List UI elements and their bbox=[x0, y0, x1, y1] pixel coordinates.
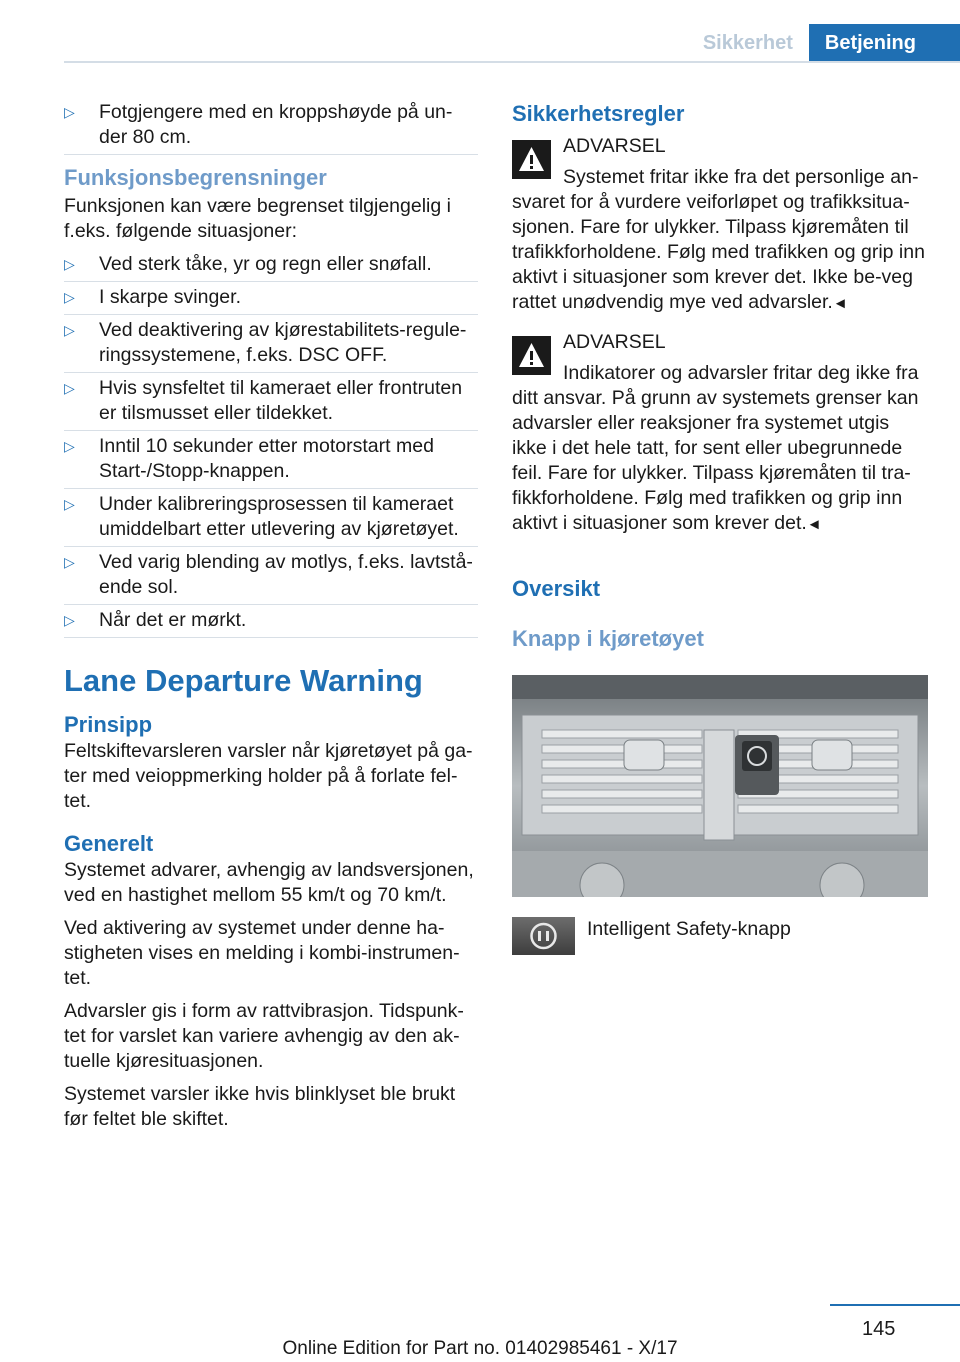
warning-text: Systemet fritar ikke fra det personlige an-svaret for å vurdere veiforløpet og trafikksitua-sjonen. Fare for ulykker. Tilpass kjøremåten til trafikkforholdene. Følg med trafikken og grip inn aktivt i situasjoner som krever det. Ikke be-veg rattet unødvendig mye ved advarsler.◄ bbox=[512, 166, 925, 313]
warning-title: ADVARSEL bbox=[563, 135, 666, 157]
section-title: Lane Departure Warning bbox=[64, 663, 423, 698]
edition-footer: Online Edition for Part no. 01402985461 - X/17 bbox=[282, 1338, 678, 1359]
page-number: 145 bbox=[862, 1318, 896, 1340]
left-column bbox=[64, 100, 478, 1140]
triangle-bullet-icon: ▷ bbox=[64, 289, 75, 305]
overview-heading: Oversikt bbox=[512, 576, 601, 601]
triangle-bullet-icon: ▷ bbox=[64, 496, 75, 512]
limits-intro: Funksjonen kan være begrenset tilgjengelig i f.eks. følgende situasjoner: bbox=[64, 195, 451, 242]
warning-block bbox=[512, 330, 928, 537]
warning-text: Indikatorer og advarsler fritar deg ikke fra ditt ansvar. På grunn av systemets grenser kan advarsler eller reaksjoner fra systemet utgis ikke i det hele tatt, for sent eller ubegrunnede feil. Fare for ulykker. Tilpass kjøremåten til tra-fikkforholdene. Følg med trafikken og grip inn aktivt i situasjoner som krever det.◄ bbox=[512, 362, 919, 534]
dashboard-photo bbox=[512, 675, 928, 897]
triangle-bullet-icon: ▷ bbox=[64, 322, 75, 338]
warning-triangle-icon bbox=[512, 140, 551, 179]
list-item: ▷ Inntil 10 sekunder etter motorstart med Start-/Stopp-knappen. bbox=[64, 434, 478, 484]
limits-list bbox=[64, 252, 478, 633]
warning-title: ADVARSEL bbox=[563, 331, 666, 353]
principle-heading: Prinsipp bbox=[64, 712, 153, 737]
button-legend bbox=[512, 917, 928, 957]
list-item: ▷ Når det er mørkt. bbox=[64, 608, 478, 633]
principle-text: Feltskiftevarsleren varsler når kjøretøyet på ga-ter med veioppmerking holder på å forlate fel-tet. bbox=[64, 740, 473, 812]
triangle-bullet-icon: ▷ bbox=[64, 554, 75, 570]
list-item: ▷ Under kalibreringsprosessen til kameraet umiddelbart etter utlevering av kjøretøyet. bbox=[64, 492, 478, 542]
general-paragraph: Advarsler gis i form av rattvibrasjon. Tidspunk-tet for varslet kan variere avhengig av den ak-tuelle kjøresituasjonen. bbox=[64, 1000, 464, 1072]
warning-triangle-icon bbox=[512, 336, 551, 375]
limits-heading: Funksjonsbegrensninger bbox=[64, 165, 327, 190]
list-item: ▷ Ved deaktivering av kjørestabilitets-regule-ringssystemene, f.eks. DSC OFF. bbox=[64, 318, 478, 368]
general-heading: Generelt bbox=[64, 831, 154, 856]
triangle-bullet-icon: ▷ bbox=[64, 256, 75, 272]
button-heading: Knapp i kjøretøyet bbox=[512, 626, 704, 651]
list-item: ▷ I skarpe svinger. bbox=[64, 285, 478, 310]
triangle-bullet-icon: ▷ bbox=[64, 104, 75, 120]
general-paragraph: Ved aktivering av systemet under denne ha-stigheten vises en melding i kombi-instrumen-tet. bbox=[64, 917, 460, 989]
warning-block bbox=[512, 134, 928, 316]
intelligent-safety-button-icon bbox=[512, 917, 575, 955]
chapter-tabs bbox=[703, 24, 960, 62]
list-item: ▷ Ved sterk tåke, yr og regn eller snøfall. bbox=[64, 252, 478, 277]
triangle-bullet-icon: ▷ bbox=[64, 380, 75, 396]
tab-sikkerhet[interactable]: Sikkerhet bbox=[702, 31, 793, 54]
footer-divider bbox=[830, 1304, 960, 1306]
header-divider bbox=[64, 61, 960, 63]
tab-betjening[interactable]: Betjening bbox=[809, 24, 960, 62]
end-mark: ◄ bbox=[832, 295, 848, 312]
list-item: ▷ Ved varig blending av motlys, f.eks. lavtstå-ende sol. bbox=[64, 550, 478, 600]
list-item: ▷ Hvis synsfeltet til kameraet eller frontruten er tilsmusset eller tildekket. bbox=[64, 376, 478, 426]
general-paragraph: Systemet varsler ikke hvis blinklyset ble brukt før feltet ble skiftet. bbox=[64, 1083, 456, 1130]
general-paragraph: Systemet advarer, avhengig av landsversjonen, ved en hastighet mellom 55 km/t og 70 km/t. bbox=[64, 859, 474, 906]
list-item: ▷ Fotgjengere med en kroppshøyde på un-der 80 cm. bbox=[64, 100, 478, 150]
button-caption: Intelligent Safety-knapp bbox=[587, 918, 791, 940]
end-mark: ◄ bbox=[806, 516, 822, 533]
safety-heading: Sikkerhetsregler bbox=[512, 101, 685, 126]
triangle-bullet-icon: ▷ bbox=[64, 438, 75, 454]
triangle-bullet-icon: ▷ bbox=[64, 612, 75, 628]
intro-list bbox=[64, 100, 478, 150]
right-column bbox=[512, 100, 928, 957]
